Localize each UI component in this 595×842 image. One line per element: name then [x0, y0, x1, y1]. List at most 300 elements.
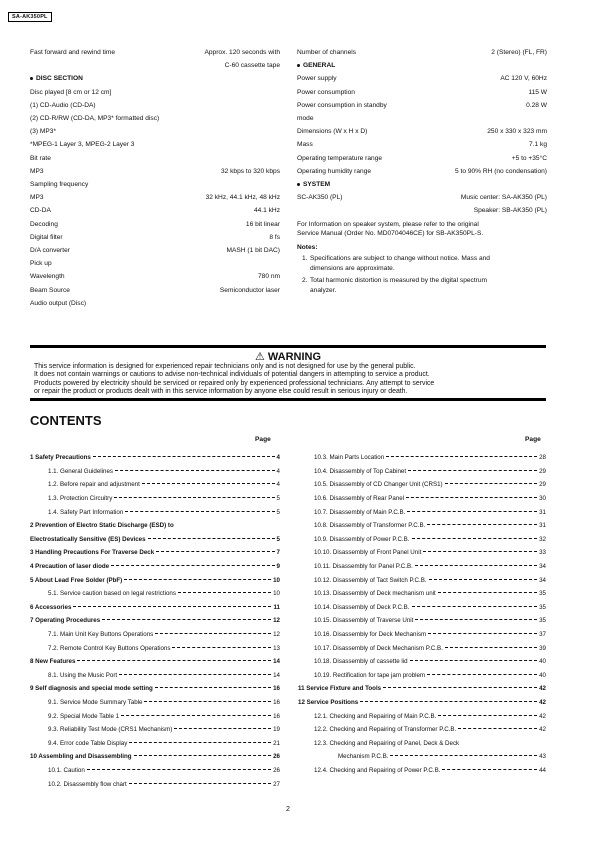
toc-entry — [30, 655, 280, 669]
note-line: Total harmonic distortion is measured by the digital spectrum — [310, 277, 488, 285]
spec-value: 8 fs — [269, 233, 280, 241]
toc-entry — [298, 736, 546, 750]
spec-label: Operating temperature range — [297, 154, 383, 162]
toc-entry-title: 9.2. Special Mode Table 1 — [48, 712, 120, 720]
toc-entry — [298, 560, 546, 574]
page-number: 2 — [286, 806, 290, 813]
toc-entry-page: 28 — [539, 454, 546, 462]
toc-entry — [30, 669, 280, 683]
toc-entry — [298, 614, 546, 628]
spec-label: Operating humidity range — [297, 167, 372, 175]
toc-entry-title: 12.3. Checking and Repairing of Panel, Deck & Deck — [314, 739, 460, 747]
spec-label: Fast forward and rewind time — [30, 49, 116, 56]
note-item — [302, 254, 547, 273]
toc-entry — [30, 478, 280, 492]
toc-entry-title: 10.18. Disassembly of cassette lid — [314, 658, 408, 666]
toc-leader — [134, 755, 272, 756]
spec-section-label: DISC SECTION — [36, 75, 83, 83]
spec-text: (2) CD-R/RW (CD-DA, MP3* formatted disc) — [30, 115, 160, 123]
toc-entry-title: 12.2. Checking and Repairing of Transformer P.C.B. — [314, 726, 457, 734]
toc-leader — [119, 674, 271, 675]
toc-entry — [30, 682, 280, 696]
toc-entry-title: 5.1. Service caution based on legal restrictions — [48, 590, 176, 598]
toc-entry-page: 44 — [539, 766, 546, 774]
spec-value: 16 bit linear — [245, 220, 280, 228]
note-line: Specifications are subject to change without notice. Mass and — [310, 255, 490, 263]
toc-entry-page: 27 — [273, 780, 280, 788]
toc-entry-title: 10.7. Disassembly of Main P.C.B. — [314, 508, 406, 516]
toc-column-right — [298, 451, 546, 777]
toc-leader — [73, 606, 271, 607]
spec-label — [297, 99, 387, 125]
spec-label: Mass — [297, 141, 313, 149]
toc-entry-page: 19 — [273, 726, 280, 734]
spec-row — [297, 72, 547, 85]
toc-entry-page: 7 — [276, 549, 280, 557]
toc-entry-title: 10.4. Disassembly of Top Cabinet — [314, 467, 407, 475]
spec-label: D/A converter — [30, 247, 70, 255]
toc-entry-page: 30 — [539, 495, 546, 503]
toc-leader — [428, 633, 537, 634]
spec-text: Pick up — [30, 260, 52, 268]
toc-entry — [298, 764, 546, 778]
toc-entry-page: 4 — [276, 481, 280, 489]
toc-entry-title: 12.4. Checking and Repairing of Power P.C.B. — [314, 766, 441, 774]
toc-entry-page: 4 — [276, 467, 280, 475]
toc-leader — [144, 701, 271, 702]
toc-entry-page: 31 — [539, 508, 546, 516]
toc-entry — [298, 533, 546, 547]
toc-entry-page: 40 — [539, 658, 546, 666]
toc-entry-page: 35 — [539, 617, 546, 625]
spec-section-heading — [297, 178, 547, 191]
spec-label-line: mode — [297, 115, 314, 123]
note-line: dimensions are approximate. — [310, 264, 395, 272]
toc-entry-page: 11 — [273, 603, 280, 611]
page-column-header: Page — [255, 436, 271, 443]
toc-entry-title: 1.4. Safety Part Information — [48, 508, 124, 516]
toc-entry-title: 10.16. Disassembly for Deck Mechanism — [314, 631, 427, 639]
toc-leader — [415, 619, 537, 620]
toc-entry-title: 10.15. Disassembly of Traverse Unit — [314, 617, 414, 625]
spec-section-heading — [30, 72, 280, 85]
warning-box — [30, 345, 546, 401]
toc-entry — [298, 669, 546, 683]
toc-entry-title: 10.6. Disassembly of Rear Panel — [314, 495, 405, 503]
toc-entry-title: 2 Prevention of Electro Static Discharge (ESD) to — [30, 522, 174, 530]
toc-leader — [93, 456, 275, 457]
toc-entry — [30, 628, 280, 642]
toc-entry-page: 37 — [539, 631, 546, 639]
toc-leader — [415, 565, 537, 566]
toc-leader — [124, 579, 271, 580]
model-tag: SA-AK350PL — [8, 12, 52, 22]
spec-value: 7.1 kg — [529, 141, 547, 149]
toc-entry-page: 32 — [539, 535, 546, 543]
toc-entry-page: 16 — [273, 698, 280, 706]
spec-text: *MPEG-1 Layer 3, MPEG-2 Layer 3 — [30, 141, 135, 149]
spec-label: Digital filter — [30, 233, 63, 241]
spec-text: (3) MP3* — [30, 128, 57, 136]
spec-value: +5 to +35°C — [511, 154, 547, 162]
spec-value: 0.28 W — [526, 101, 547, 109]
spec-row — [297, 152, 547, 165]
spec-row — [30, 46, 280, 59]
toc-entry-page: 31 — [539, 522, 546, 530]
toc-entry-title: 10.5. Disassembly of CD Changer Unit (CRS1) — [314, 481, 443, 489]
toc-leader — [87, 769, 271, 770]
note-body — [310, 276, 487, 295]
toc-leader — [174, 728, 271, 729]
toc-entry-page: 10 — [273, 576, 280, 584]
toc-entry — [30, 641, 280, 655]
toc-entry — [30, 573, 280, 587]
toc-entry-title: 9 Self diagnosis and special mode setting — [30, 685, 153, 693]
spec-value: Approx. 120 seconds with — [204, 49, 280, 56]
toc-leader — [442, 769, 537, 770]
toc-entry-title: 10.1. Caution — [48, 766, 85, 774]
toc-entry-title: 10.17. Disassembly of Deck Mechanism P.C.B. — [314, 644, 443, 652]
spec-row — [297, 86, 547, 99]
note-number: 2. — [302, 277, 308, 285]
toc-leader — [142, 483, 275, 484]
toc-entry-title: 12 Service Positions — [298, 698, 359, 706]
toc-leader — [360, 701, 537, 702]
toc-leader — [115, 470, 275, 471]
toc-entry-page: 26 — [273, 753, 280, 761]
toc-leader — [445, 483, 538, 484]
spec-text: Disc played [8 cm or 12 cm] — [30, 88, 112, 96]
spec-label: Wavelength — [30, 273, 65, 281]
spec-value: 32 kHz, 44.1 kHz, 48 kHz — [205, 194, 280, 202]
spec-value-continued: C-60 cassette tape — [224, 62, 280, 70]
toc-entry — [298, 723, 546, 737]
toc-entry-title: 7 Operating Procedures — [30, 617, 101, 625]
spec-label: Power supply — [297, 75, 337, 83]
toc-entry — [298, 465, 546, 479]
toc-leader — [423, 551, 537, 552]
note-body — [310, 254, 490, 273]
warning-line: Products powered by electricity should be serviced or repaired only by experienced professional technicians. Any attempt to service — [34, 379, 435, 387]
contents-title: CONTENTS — [30, 413, 102, 428]
toc-leader — [125, 511, 274, 512]
bullet-icon — [297, 183, 300, 186]
toc-entry-page: 4 — [276, 454, 280, 462]
toc-leader — [111, 565, 274, 566]
spec-text: Sampling frequency — [30, 181, 89, 189]
spec-value: Semiconductor laser — [219, 286, 280, 294]
toc-entry — [30, 451, 280, 465]
spec-label: Decoding — [30, 220, 58, 228]
toc-entry-page: 40 — [539, 671, 546, 679]
spec-label: SC-AK350 (PL) — [297, 194, 343, 202]
toc-entry — [298, 655, 546, 669]
toc-entry-page: 42 — [539, 698, 546, 706]
toc-leader — [445, 647, 537, 648]
toc-entry-title: 10.11. Disassembly for Panel P.C.B. — [314, 563, 413, 571]
spec-section-heading — [297, 59, 547, 72]
toc-entry-page: 14 — [273, 671, 280, 679]
spec-value: 2 (Stereo) (FL, FR) — [491, 49, 547, 56]
spec-row — [30, 284, 280, 297]
toc-entry — [298, 451, 546, 465]
toc-entry — [30, 505, 280, 519]
toc-leader — [390, 755, 537, 756]
toc-entry — [298, 709, 546, 723]
toc-entry-title: 10.2. Disassembly flow chart — [48, 780, 127, 788]
spec-value-continued: Speaker: SB-AK350 (PL) — [473, 207, 547, 215]
notes-title: Notes: — [297, 243, 318, 251]
spec-value: 32 kbps to 320 kbps — [220, 167, 280, 175]
spec-label: Number of channels — [297, 49, 357, 56]
toc-entry — [298, 601, 546, 615]
toc-entry-page: 26 — [273, 766, 280, 774]
toc-leader — [172, 647, 271, 648]
toc-leader — [412, 606, 538, 607]
toc-entry-page: 29 — [539, 467, 546, 475]
toc-entry — [298, 519, 546, 533]
spec-label: Power consumption — [297, 88, 355, 96]
toc-leader — [438, 715, 537, 716]
spec-value: 44.1 kHz — [253, 207, 280, 215]
spec-row-standby — [297, 99, 547, 125]
spec-row — [30, 270, 280, 283]
toc-entry — [30, 696, 280, 710]
toc-entry-title: 10 Assembling and Disassembling — [30, 753, 132, 761]
spec-value: MASH (1 bit DAC) — [226, 247, 280, 255]
toc-leader — [429, 579, 538, 580]
toc-entry — [30, 587, 280, 601]
spec-label: Dimensions (W x H x D) — [297, 128, 368, 136]
toc-entry — [30, 465, 280, 479]
toc-entry-page: 35 — [539, 603, 546, 611]
toc-entry — [30, 750, 280, 764]
spec-label: CD-DA — [30, 207, 51, 215]
spec-row — [297, 125, 547, 138]
bullet-icon — [297, 64, 300, 67]
spec-value: AC 120 V, 60Hz — [500, 75, 547, 83]
toc-entry — [30, 777, 280, 791]
toc-leader — [408, 470, 537, 471]
spec-label: MP3 — [30, 194, 44, 202]
toc-entry — [30, 533, 280, 547]
toc-entry-page: 34 — [539, 576, 546, 584]
spec-label: MP3 — [30, 167, 44, 175]
toc-entry-title: 1.2. Before repair and adjustment — [48, 481, 140, 489]
toc-entry-page: 10 — [273, 590, 280, 598]
toc-entry — [30, 546, 280, 560]
toc-leader — [427, 674, 537, 675]
toc-entry-title: 4 Precaution of laser diode — [30, 563, 110, 571]
spec-row — [30, 204, 280, 217]
toc-entry-title: 7.1. Main Unit Key Buttons Operations — [48, 631, 154, 639]
toc-leader — [438, 592, 537, 593]
spec-column-right — [297, 46, 547, 298]
toc-entry — [30, 560, 280, 574]
spec-value: 115 W — [528, 88, 547, 96]
spec-value: 5 to 90% RH (no condensation) — [454, 167, 547, 175]
toc-entry-title: 6 Accessories — [30, 603, 72, 611]
spec-row — [30, 218, 280, 231]
speaker-info-line: For Information on speaker system, please refer to the original — [297, 220, 479, 228]
page-column-header: Page — [525, 436, 541, 443]
bullet-icon — [30, 77, 33, 80]
spec-row — [30, 244, 280, 257]
toc-entry-page: 42 — [539, 712, 546, 720]
toc-entry-title: 9.4. Error code Table Display — [48, 739, 128, 747]
toc-entry — [30, 723, 280, 737]
toc-entry-title: 10.13. Disassembly of Deck mechanism unit — [314, 590, 436, 598]
toc-leader — [458, 728, 537, 729]
toc-entry-page: 39 — [539, 644, 546, 652]
toc-entry-title: 9.1. Service Mode Summary Table — [48, 698, 143, 706]
notes-list — [297, 254, 547, 295]
toc-entry-page: 29 — [539, 481, 546, 489]
toc-leader — [410, 660, 538, 661]
toc-entry-title: 10.3. Main Parts Location — [314, 454, 385, 462]
spec-row — [30, 165, 280, 178]
toc-entry-title: 3 Handling Precautions For Traverse Deck — [30, 549, 155, 557]
toc-entry-page: 14 — [273, 658, 280, 666]
warning-title-text: WARNING — [267, 351, 322, 363]
toc-entry — [30, 709, 280, 723]
toc-entry-page: 16 — [273, 712, 280, 720]
toc-entry — [30, 601, 280, 615]
toc-leader — [129, 783, 271, 784]
toc-entry-page: 16 — [273, 685, 280, 693]
spec-label: Beam Source — [30, 286, 70, 294]
note-item — [302, 276, 547, 295]
toc-leader — [155, 687, 271, 688]
toc-entry-page: 5 — [276, 535, 280, 543]
spec-text: (1) CD-Audio (CD-DA) — [30, 101, 96, 109]
note-line: analyzer. — [310, 286, 337, 294]
toc-entry — [298, 546, 546, 560]
toc-entry-page: 33 — [539, 549, 546, 557]
toc-entry — [30, 519, 280, 533]
toc-entry-page: 21 — [273, 739, 280, 747]
toc-entry — [298, 492, 546, 506]
spec-text: Audio output (Disc) — [30, 299, 87, 307]
toc-entry-title: 8.1. Using the Music Port — [48, 671, 118, 679]
spec-row — [297, 46, 547, 59]
warning-text — [30, 363, 546, 397]
toc-leader — [407, 511, 537, 512]
toc-entry — [298, 478, 546, 492]
toc-entry-page: 5 — [276, 495, 280, 503]
toc-entry-title: Mechanism P.C.B. — [338, 753, 389, 761]
toc-leader — [383, 687, 537, 688]
speaker-info — [297, 220, 547, 239]
toc-leader — [412, 538, 538, 539]
toc-entry-title: 10.9. Disassembly of Power P.C.B. — [314, 535, 410, 543]
toc-entry-page: 35 — [539, 590, 546, 598]
toc-entry — [298, 587, 546, 601]
toc-entry — [30, 764, 280, 778]
toc-entry-page: 43 — [539, 753, 546, 761]
toc-entry-title: 10.8. Disassembly of Transformer P.C.B. — [314, 522, 426, 530]
toc-leader — [156, 551, 274, 552]
note-number: 1. — [302, 255, 308, 263]
toc-entry — [298, 628, 546, 642]
toc-entry-page: 13 — [273, 644, 280, 652]
spec-row — [297, 138, 547, 151]
toc-entry-title: 8 New Features — [30, 658, 76, 666]
toc-entry-title: 5 About Lead Free Solder (PbF) — [30, 576, 123, 584]
toc-entry-title: 10.19. Rectification for tape jam problem — [314, 671, 426, 679]
toc-entry-page: 12 — [273, 617, 280, 625]
toc-entry — [298, 641, 546, 655]
toc-entry — [298, 750, 546, 764]
toc-entry — [298, 573, 546, 587]
toc-entry — [298, 696, 546, 710]
spec-value: 780 nm — [258, 273, 280, 281]
toc-entry — [298, 505, 546, 519]
spec-row — [297, 191, 547, 204]
toc-entry-title: 9.3. Reliability Test Mode (CRS1 Mechanism) — [48, 726, 173, 734]
toc-leader — [121, 715, 271, 716]
toc-entry-page: 42 — [539, 726, 546, 734]
toc-entry-title: 1.1. General Guidelines — [48, 467, 114, 475]
toc-leader — [129, 742, 271, 743]
speaker-info-line: Service Manual (Order No. MD0704046CE) for SB-AK350PL-S. — [297, 230, 484, 238]
toc-leader — [114, 497, 274, 498]
toc-entry-title: 10.10. Disassembly of Front Panel Unit — [314, 549, 422, 557]
spec-row — [30, 231, 280, 244]
spec-value: Music center: SA-AK350 (PL) — [460, 194, 547, 202]
warning-line: It does not contain warnings or cautions to advise non-technical individuals of potential dangers in attempting to service a product. — [34, 371, 430, 379]
toc-entry-title: 7.2. Remote Control Key Buttons Operations — [48, 644, 171, 652]
toc-entry-page: 5 — [276, 508, 280, 516]
toc-entry-title: 12.1. Checking and Repairing of Main P.C.B. — [314, 712, 437, 720]
toc-entry-title: Electrostatically Sensitive (ES) Devices — [30, 535, 146, 543]
spec-text: Bit rate — [30, 154, 51, 162]
toc-leader — [406, 497, 537, 498]
warning-line: or repair the product or products dealt with in this service information by anyone else could result in serious injury or death. — [34, 388, 408, 396]
spec-label-line: Power consumption in standby — [297, 101, 387, 109]
toc-column-left — [30, 451, 280, 791]
toc-leader — [102, 619, 271, 620]
toc-leader — [148, 538, 275, 539]
toc-entry-page: 9 — [276, 563, 280, 571]
spec-row — [297, 165, 547, 178]
toc-entry — [30, 492, 280, 506]
toc-entry-title: 10.12. Disassembly of Tact Switch P.C.B. — [314, 576, 427, 584]
warning-triangle-icon: ⚠ — [254, 351, 265, 363]
spec-section-label: SYSTEM — [303, 181, 331, 189]
toc-entry-title: 11 Service Fixture and Tools — [298, 685, 382, 693]
toc-entry-title: 10.14. Disassembly of Deck P.C.B. — [314, 603, 410, 611]
toc-leader — [77, 660, 271, 661]
toc-entry — [30, 736, 280, 750]
toc-leader — [386, 456, 537, 457]
toc-entry-page: 34 — [539, 563, 546, 571]
spec-row — [30, 191, 280, 204]
toc-leader — [427, 524, 537, 525]
toc-leader — [178, 592, 271, 593]
toc-entry-title: 1 Safety Precautions — [30, 454, 91, 462]
warning-title — [30, 350, 546, 363]
spec-value: 250 x 330 x 323 mm — [487, 128, 547, 136]
toc-leader — [155, 633, 271, 634]
toc-entry — [30, 614, 280, 628]
spec-column-left — [30, 46, 280, 310]
spec-section-label: GENERAL — [303, 62, 336, 70]
warning-line: This service information is designed for experienced repair technicians only and is not designed for use by the general public. — [34, 363, 416, 370]
toc-entry-title: 1.3. Protection Circuitry — [48, 495, 113, 503]
toc-entry-page: 42 — [539, 685, 546, 693]
toc-entry — [298, 682, 546, 696]
